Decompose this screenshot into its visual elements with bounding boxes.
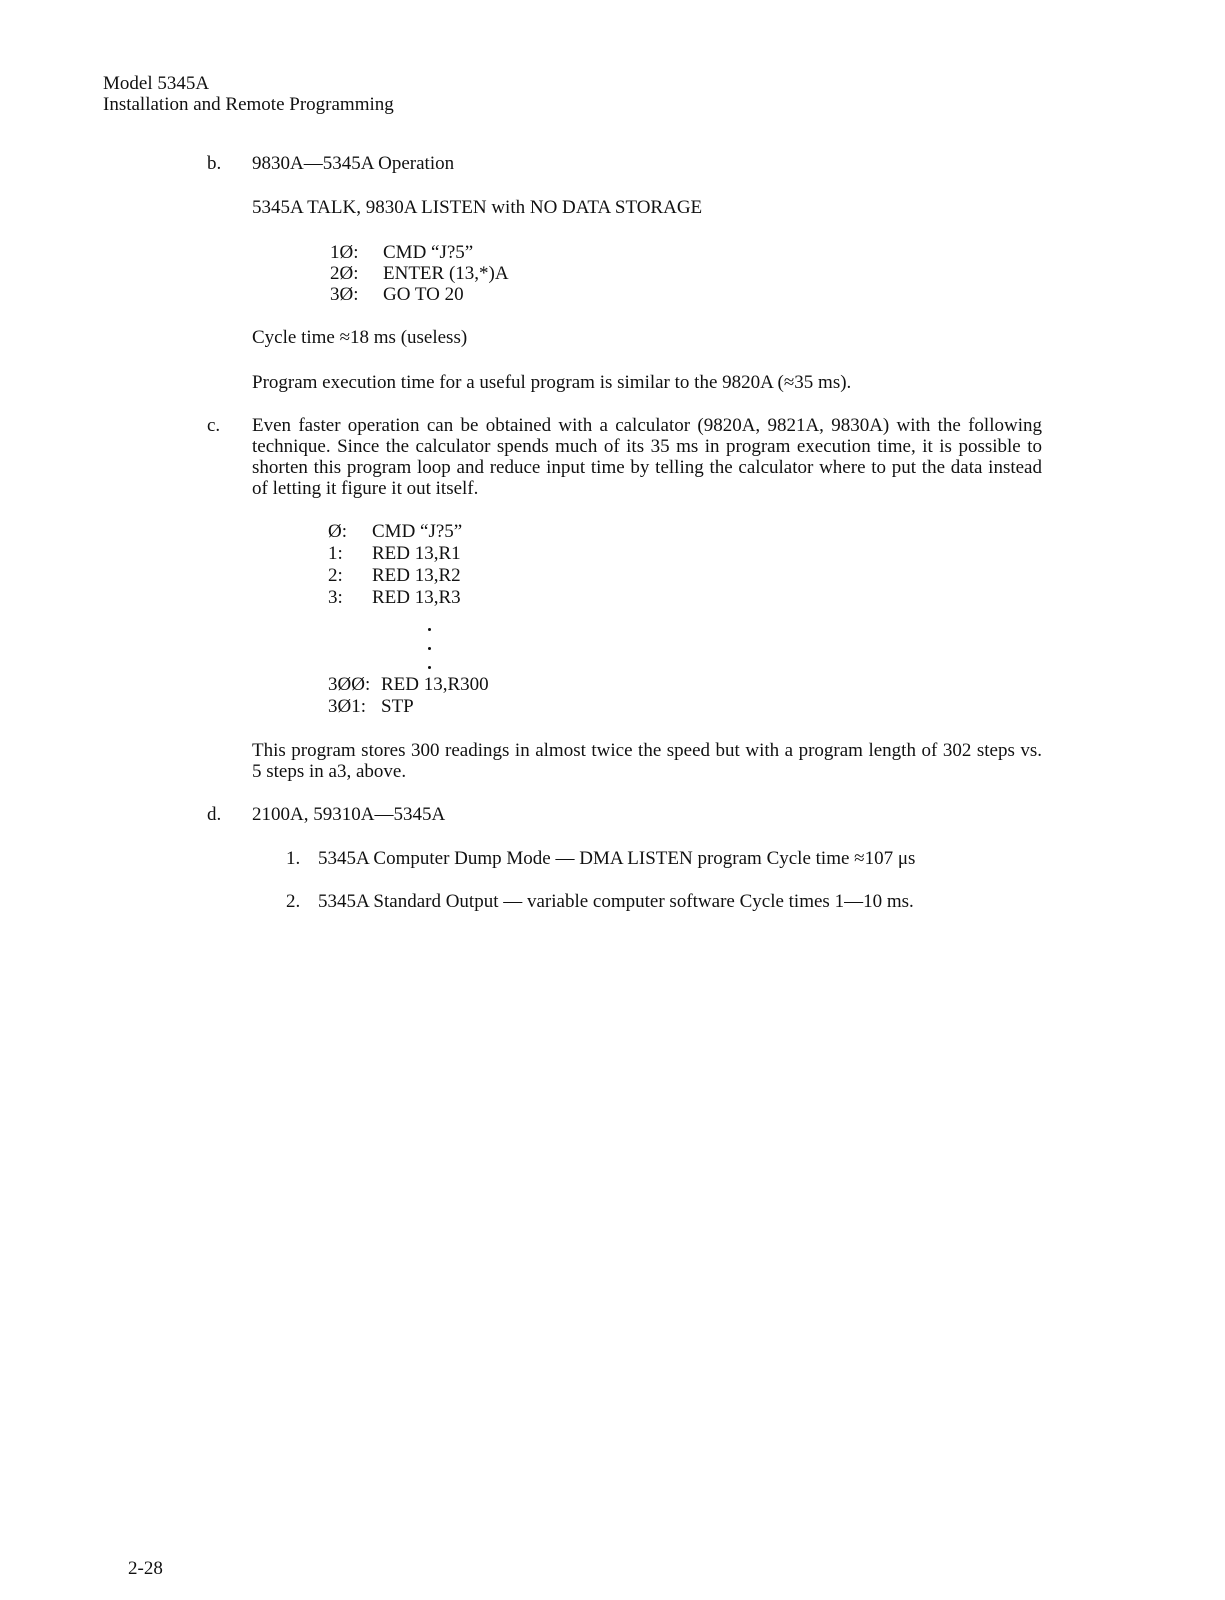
code-line-number: 1: — [328, 543, 343, 564]
code-line — [328, 521, 462, 542]
code-line-text: RED 13,R3 — [372, 587, 461, 608]
code-line — [330, 242, 473, 263]
code-line — [330, 263, 509, 284]
list-item-number: 2. — [286, 891, 301, 912]
code-line-text: RED 13,R300 — [381, 674, 489, 695]
section-c-letter: c. — [207, 415, 221, 436]
section-c-note: This program stores 300 readings in almost twice the speed but with a program length of 302 steps vs. 5 steps in a3, above. — [252, 740, 1042, 782]
code-line-number: 3Ø: — [330, 284, 359, 305]
ellipsis-dot — [428, 647, 431, 650]
section-b-letter: b. — [207, 153, 222, 174]
code-line-text: CMD “J?5” — [372, 521, 463, 542]
cycle-time-note: Cycle time ≈18 ms (useless) — [252, 327, 468, 348]
code-line-number: 3Ø1: — [328, 696, 366, 717]
execution-time-note: Program execution time for a useful program is similar to the 9820A (≈35 ms). — [252, 372, 852, 393]
code-line — [330, 284, 464, 305]
code-line-number: 1Ø: — [330, 242, 359, 263]
section-b-subtitle: 5345A TALK, 9830A LISTEN with NO DATA STORAGE — [252, 197, 703, 218]
section-d-title: 2100A, 59310A—5345A — [252, 804, 446, 825]
header-model: Model 5345A — [103, 73, 210, 94]
code-line-number: 3ØØ: — [328, 674, 371, 695]
list-item — [286, 848, 915, 869]
page-number: 2-28 — [128, 1558, 163, 1579]
section-b-title: 9830A—5345A Operation — [252, 153, 455, 174]
code-line-text: CMD “J?5” — [383, 242, 474, 263]
code-line — [328, 565, 461, 586]
code-line — [328, 696, 414, 717]
code-line-text: ENTER (13,*)A — [383, 263, 509, 284]
ellipsis-dot — [428, 628, 431, 631]
header-section-title: Installation and Remote Programming — [103, 94, 394, 115]
code-line-number: Ø: — [328, 521, 347, 542]
code-line-number: 2: — [328, 565, 343, 586]
code-line — [328, 674, 489, 695]
code-line-number: 2Ø: — [330, 263, 359, 284]
list-item-text: 5345A Computer Dump Mode — DMA LISTEN program Cycle time ≈107 μs — [318, 848, 916, 869]
code-line-text: GO TO 20 — [383, 284, 464, 305]
section-c-paragraph: Even faster operation can be obtained with a calculator (9820A, 9821A, 9830A) with the following technique. Since the calculator spends much of its 35 ms in program execution time, it is possible to shorten this program loop and reduce input time by telling the calculator where to put the data instead of letting it figure it out itself. — [252, 415, 1042, 499]
code-line — [328, 587, 461, 608]
code-line-text: RED 13,R2 — [372, 565, 461, 586]
code-line-text: RED 13,R1 — [372, 543, 461, 564]
list-item-number: 1. — [286, 848, 301, 869]
code-line — [328, 543, 461, 564]
list-item — [286, 891, 914, 912]
ellipsis-dot — [428, 666, 431, 669]
list-item-text: 5345A Standard Output — variable computer software Cycle times 1—10 ms. — [318, 891, 914, 912]
code-line-text: STP — [381, 696, 414, 717]
code-line-number: 3: — [328, 587, 343, 608]
section-d-letter: d. — [207, 804, 222, 825]
